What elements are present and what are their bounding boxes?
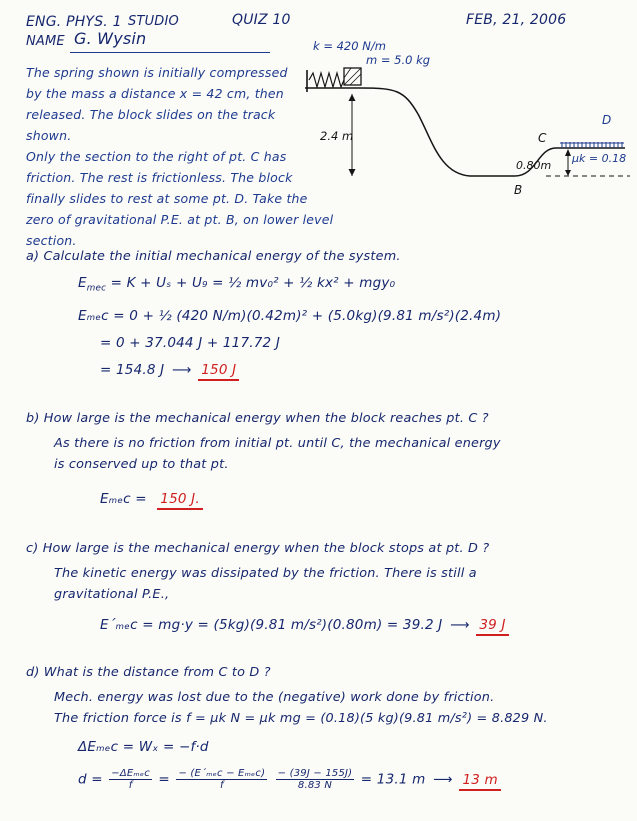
statement-line: by the mass a distance x = 42 cm, then: [26, 86, 284, 101]
statement-line: released. The block slides on the track shown.: [26, 107, 276, 143]
part-c-line-2: gravitational P.E.,: [54, 587, 170, 602]
part-a-equation-4: [100, 360, 606, 381]
part-c-equation: [100, 615, 606, 636]
arrow-icon: ⟶: [446, 617, 472, 633]
name-label: NAME: [26, 34, 65, 49]
emec-subscript: mec: [86, 283, 107, 294]
part-b-line-1: As there is no friction from initial pt. until C, the mechanical energy: [54, 436, 501, 451]
part-c: [26, 538, 606, 642]
part-b-line-2: is conserved up to that pt.: [54, 457, 229, 472]
name-underline: [70, 52, 270, 53]
part-a-answer: 150 J: [198, 362, 239, 381]
problem-statement: [26, 62, 334, 251]
part-c-line-1: The kinetic energy was dissipated by the friction. There is still a: [54, 566, 477, 581]
part-b-equation: [100, 489, 606, 510]
part-a-equation-1: [78, 273, 606, 300]
part-c-prompt: c) How large is the mechanical energy when the block stops at pt. D ?: [26, 541, 490, 556]
part-d-prompt: d) What is the distance from C to D ?: [26, 665, 271, 680]
fraction-numeric: [276, 768, 355, 791]
part-b-prompt: b) How large is the mechanical energy when the block reaches pt. C ?: [26, 411, 489, 426]
part-d-eq2-result: = 13.1 m: [360, 771, 426, 788]
figure-mass: m = 5.0 kg: [366, 53, 431, 67]
fraction-denominator: 8.83 N: [276, 779, 355, 791]
fraction-numerator: − (39J − 155J): [277, 768, 353, 779]
part-d: [26, 662, 606, 797]
statement-line: Only the section to the right of pt. C has: [26, 149, 287, 164]
figure-spring-constant: k = 420 N/m: [313, 39, 386, 53]
fraction-denominator: f: [176, 779, 267, 791]
figure-friction-coeff: μk = 0.18: [572, 152, 627, 165]
part-d-line-1: Mech. energy was lost due to the (negative) work done by friction.: [54, 690, 495, 705]
fraction-numerator: − (E´ₘₑᴄ − Eₘₑᴄ): [178, 768, 266, 779]
part-d-equation-1: ΔEₘₑᴄ = Wₓ = −f·d: [78, 739, 209, 755]
fraction-delta-emec: [109, 768, 152, 791]
studio-label: STUDIO: [128, 14, 179, 29]
part-a-equation-2: Eₘₑᴄ = 0 + ½ (420 N/m)(0.42m)² + (5.0kg)(9.81 m/s²)(2.4m): [78, 307, 502, 324]
student-name: G. Wysin: [74, 29, 147, 48]
figure-label-b: B: [514, 183, 523, 197]
figure-height-upper: 2.4 m: [320, 129, 354, 143]
part-a-equation-3: = 0 + 37.044 J + 117.72 J: [100, 334, 280, 351]
statement-line: friction. The rest is frictionless. The block: [26, 170, 293, 185]
fraction-denominator: f: [109, 779, 152, 791]
part-b-answer: 150 J.: [157, 491, 203, 510]
part-a-eq1-rhs: = K + Uₛ + U₉ = ½ mv₀² + ½ kx² + mgy₀: [110, 275, 396, 291]
part-d-eq2-lhs: d =: [78, 771, 103, 788]
statement-line: The spring shown is initially compressed: [26, 65, 288, 80]
part-d-line-2: The friction force is f = μk N = μk mg = (0.18)(5 kg)(9.81 m/s²) = 8.829 N.: [54, 711, 548, 726]
part-c-eq-text: E´ₘₑᴄ = mg·y = (5kg)(9.81 m/s²)(0.80m) = 39.2 J: [100, 617, 443, 633]
course-title: ENG. PHYS. 1: [26, 14, 122, 30]
part-a: [26, 246, 606, 387]
fraction-numerator: −ΔEₘₑᴄ: [111, 768, 150, 779]
part-b: [26, 408, 606, 516]
arrow-icon: ⟶: [168, 361, 194, 378]
statement-line: zero of gravitational P.E. at pt. B, on lower level section.: [26, 212, 334, 248]
fraction-energy-difference: [176, 768, 267, 791]
part-d-answer: 13 m: [459, 772, 500, 791]
figure-label-c: C: [538, 131, 547, 145]
statement-line: finally slides to rest at some pt. D. Take the: [26, 191, 308, 206]
track-figure: [300, 36, 630, 206]
figure-label-d: D: [602, 113, 612, 127]
part-c-answer: 39 J: [476, 617, 508, 636]
part-b-eq-lhs: Eₘₑᴄ =: [100, 491, 147, 507]
figure-height-lower: 0.80m: [516, 159, 552, 172]
part-d-equation-2: [78, 768, 606, 791]
part-a-prompt: a) Calculate the initial mechanical energy of the system.: [26, 249, 401, 264]
part-a-eq4-value: = 154.8 J: [100, 361, 165, 378]
emec-symbol: E: [78, 275, 87, 291]
quiz-date: FEB, 21, 2006: [466, 12, 567, 28]
quiz-number: QUIZ 10: [232, 12, 291, 28]
arrow-icon: ⟶: [430, 771, 455, 788]
equals-sign-1: =: [158, 771, 170, 788]
